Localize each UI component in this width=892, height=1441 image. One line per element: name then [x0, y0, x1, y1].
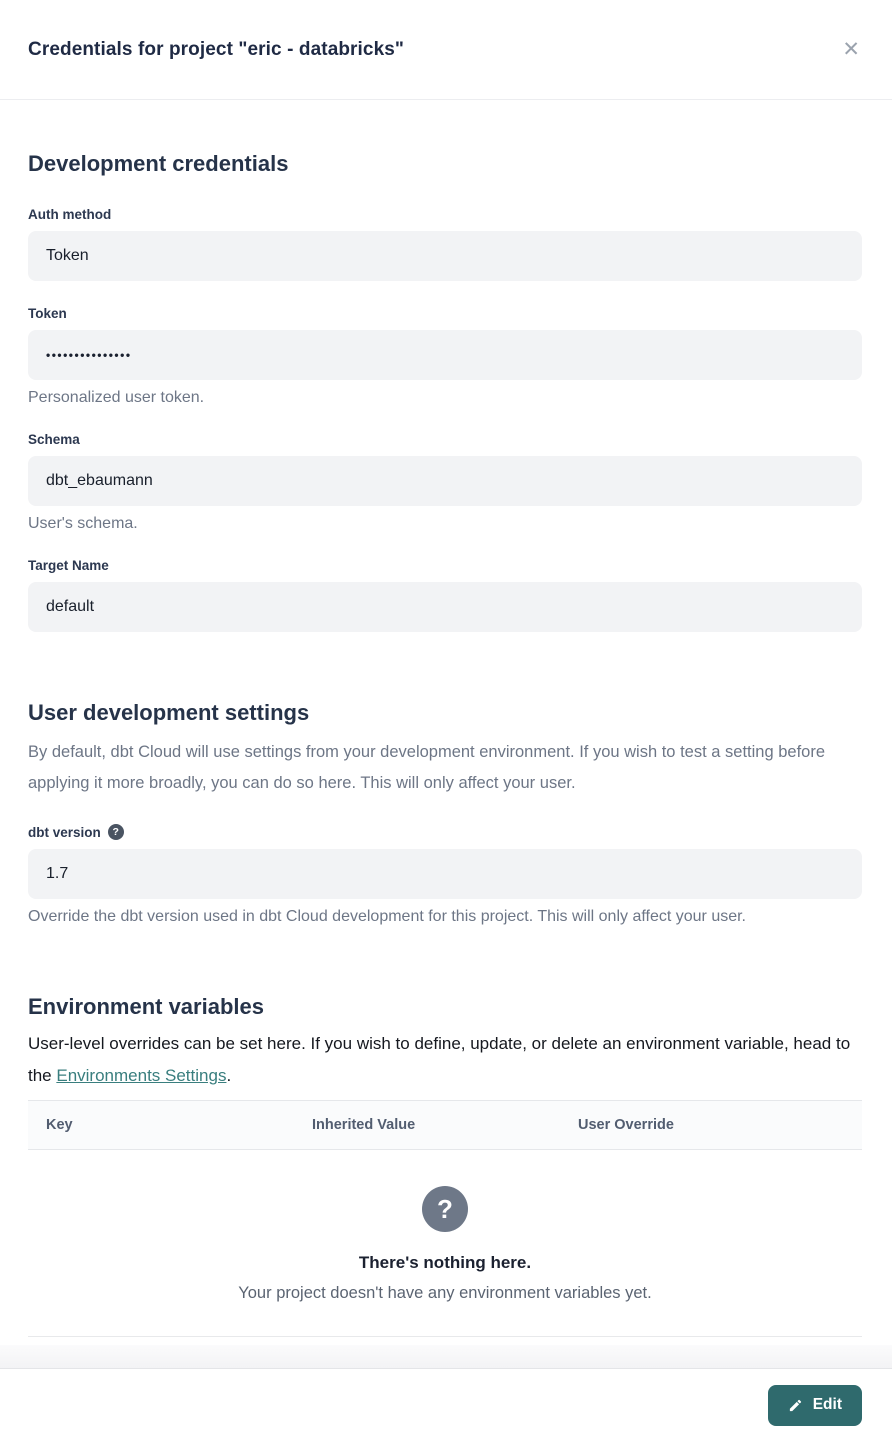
close-icon: ✕ — [842, 38, 860, 61]
table-header-key: Key — [46, 1117, 73, 1133]
empty-state-title: There's nothing here. — [358, 1253, 532, 1272]
dbt-version-label: dbt version — [28, 824, 101, 840]
section-environment-variables — [28, 993, 862, 1337]
help-icon[interactable]: ? — [108, 824, 124, 840]
description-text-before-link: User-level overrides can be set here. If you wish to define, update, or delete an environment variable, head to the — [28, 1034, 851, 1085]
token-field-group — [28, 306, 862, 407]
description-text-after-link: . — [226, 1066, 232, 1085]
user-development-settings-heading: User development settings — [28, 700, 310, 725]
table-header-inherited-value: Inherited Value — [312, 1117, 416, 1133]
empty-state — [28, 1150, 862, 1303]
schema-helper-text: User's schema. — [28, 515, 138, 532]
auth-method-label: Auth method — [28, 207, 112, 222]
development-credentials-heading: Development credentials — [28, 151, 289, 176]
pencil-icon — [788, 1398, 803, 1413]
environment-variables-heading: Environment variables — [28, 994, 264, 1019]
question-mark-icon: ? — [422, 1186, 468, 1232]
dbt-version-value: 1.7 — [46, 865, 69, 882]
footer-scroll-shadow — [0, 1345, 892, 1369]
schema-field — [28, 456, 862, 506]
empty-state-subtitle: Your project doesn't have any environment variables yet. — [238, 1284, 652, 1302]
token-masked-value: ••••••••••••••• — [46, 348, 132, 362]
target-name-field — [28, 582, 862, 632]
schema-field-group — [28, 432, 862, 533]
table-header-user-override: User Override — [578, 1117, 674, 1133]
modal-content — [0, 100, 892, 1345]
token-field — [28, 330, 862, 380]
dbt-version-field — [28, 849, 862, 899]
environments-settings-link[interactable]: Environments Settings — [56, 1066, 227, 1085]
dbt-version-field-group — [28, 824, 862, 926]
modal-footer — [0, 1369, 892, 1441]
token-helper-text: Personalized user token. — [28, 389, 205, 406]
modal-header — [0, 0, 892, 100]
environment-variables-description — [28, 1028, 858, 1092]
auth-method-value: Token — [46, 247, 89, 264]
user-development-settings-description: By default, dbt Cloud will use settings from your development environment. If you wish to test a setting before applying it more broadly, you can do so here. This will only affect your user. — [28, 743, 825, 792]
environment-variables-table — [28, 1100, 862, 1303]
schema-value: dbt_ebaumann — [46, 472, 153, 489]
modal-title: Credentials for project "eric - databricks" — [28, 38, 405, 60]
token-label: Token — [28, 306, 67, 321]
auth-method-field-group — [28, 207, 862, 281]
edit-button[interactable] — [768, 1385, 862, 1426]
edit-button-label: Edit — [812, 1396, 842, 1413]
dbt-version-helper-text: Override the dbt version used in dbt Cloud development for this project. This will only affect your user. — [28, 908, 746, 925]
target-name-label: Target Name — [28, 558, 109, 573]
schema-label: Schema — [28, 432, 80, 447]
auth-method-field — [28, 231, 862, 281]
section-user-development-settings — [28, 699, 862, 926]
section-development-credentials — [28, 150, 862, 632]
target-name-field-group — [28, 558, 862, 632]
content-bottom-divider — [28, 1336, 862, 1337]
table-header-row — [28, 1100, 862, 1150]
dbt-version-label-row — [28, 824, 862, 840]
target-name-value: default — [46, 598, 95, 615]
close-button[interactable] — [840, 37, 862, 62]
